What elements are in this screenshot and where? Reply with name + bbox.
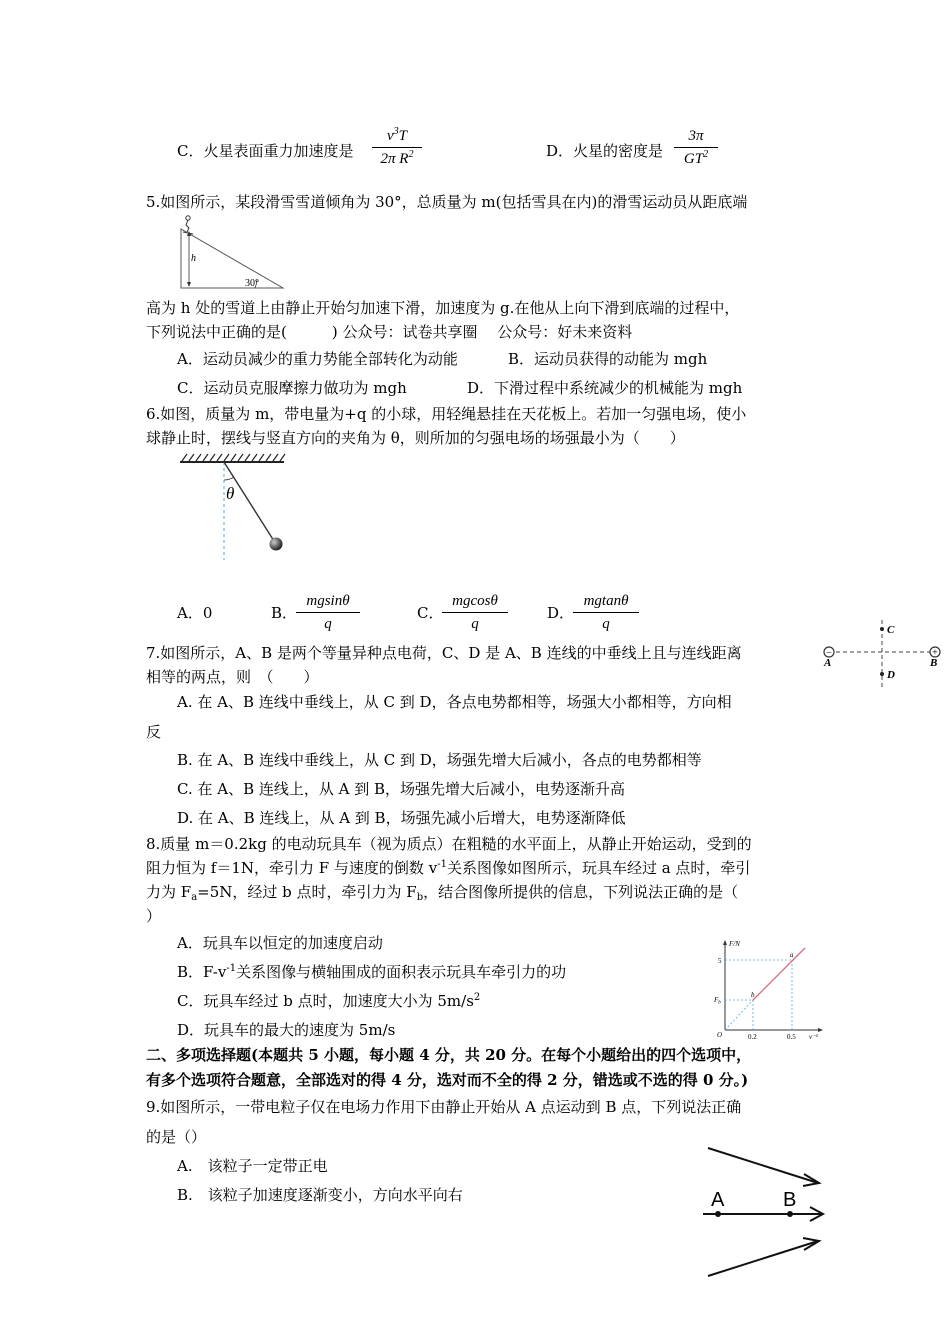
- graph-tick-5: 5: [718, 957, 722, 965]
- point-c: [880, 627, 884, 631]
- q6-option-d-fraction: mgtanθ q: [573, 591, 639, 634]
- q8-option-d: D．玩具车的最大的速度为 5m/s: [177, 1021, 396, 1039]
- q9-field-lines-figure: [700, 1140, 830, 1285]
- slope-triangle: [181, 229, 283, 288]
- q6-option-b-fraction: mgsinθ q: [296, 591, 360, 634]
- q5-fig-angle-label: 30°: [245, 278, 259, 289]
- field-line-bottom: [708, 1241, 818, 1276]
- q5-stem-line2: 高为 h 处的雪道上由静止开始匀加速下滑，加速度为 g.在他从上向下滑到底端的过程中，: [146, 299, 740, 317]
- q6-option-b-label: B．: [271, 604, 298, 622]
- q7-stem-line2: 相等的两点，则 （ ）: [146, 668, 319, 686]
- q7-charges-figure: [820, 617, 945, 693]
- q8-stem-line2: 阻力恒为 f＝1N，牵引力 F 与速度的倒数 $v^{-1}$关系图像如图所示，玩具车经过 a 点时，牵引: [146, 859, 751, 877]
- field-line-top: [708, 1148, 818, 1183]
- ceiling-hatch: [182, 454, 285, 461]
- pendulum-ball: [270, 538, 283, 551]
- graph-tick-05: 0.5: [787, 1033, 796, 1041]
- q7-option-b: B. 在 A、B 连线中垂线上，从 C 到 D，场强先增大后减小，各点的电势都相等: [177, 751, 702, 769]
- section2-heading-line2: 有多个选项符合题意，全部选对的得 4 分，选对而不全的得 2 分，错选或不选的得 0 分。): [146, 1071, 749, 1089]
- q8-stem-line3: 力为 $F_a=5N$，经过 b 点时，牵引力为 $F_b$，结合图像所提供的信息，下列说法正确的是（: [146, 883, 739, 903]
- graph-tick-02: 0.2: [748, 1033, 757, 1041]
- graph-origin-label: O: [717, 1031, 723, 1039]
- q6-option-c-label: C．: [417, 604, 444, 622]
- q7-option-c: C. 在 A、B 连线上，从 A 到 B，场强先增大后减小，电势逐渐升高: [177, 780, 626, 798]
- q9-fig-b-label: B: [783, 1189, 797, 1211]
- graph-x-axis-label: v⁻¹: [809, 1033, 818, 1041]
- point-a: [715, 1211, 721, 1217]
- q6-fig-theta-label: θ: [226, 484, 235, 503]
- q8-stem-line1: 8.质量 m＝0.2kg 的电动玩具车（视为质点）在粗糙的水平面上，从静止开始运动，受到的: [146, 835, 752, 853]
- q7-option-a-line1: A. 在 A、B 连线中垂线上，从 C 到 D，各点电势都相等，场强大小都相等，方向相: [177, 693, 732, 711]
- q8-option-a: A．玩具车以恒定的加速度启动: [177, 934, 383, 952]
- q7-stem-line1: 7.如图所示，A、B 是两个等量异种点电荷，C、D 是 A、B 连线的中垂线上且与连线距离: [146, 644, 742, 662]
- q7-fig-a-label: A: [824, 657, 832, 669]
- q9-stem-line1: 9.如图所示，一带电粒子仅在电场力作用下由静止开始从 A 点运动到 B 点，下列说法正确: [146, 1098, 742, 1116]
- q7-fig-b-label: B: [930, 657, 938, 669]
- q5-option-d: D．下滑过程中系统减少的机械能为 mgh: [467, 379, 743, 397]
- charge-b-sign: +: [932, 647, 938, 659]
- graph-point-a-label: a: [790, 951, 794, 959]
- q6-option-c-fraction: mgcosθ q: [442, 591, 508, 634]
- q9-option-b: B. 该粒子加速度逐渐变小，方向水平向右: [177, 1186, 463, 1204]
- q7-option-d: D. 在 A、B 连线上，从 A 到 B，场强先减小后增大，电势逐渐降低: [177, 809, 626, 827]
- guide-origin-diagonal: [725, 1000, 753, 1030]
- q6-stem-line2: 球静止时，摆线与竖直方向的夹角为 θ，则所加的匀强电场的场强最小为（ ）: [146, 429, 685, 447]
- q9-option-a: A. 该粒子一定带正电: [177, 1157, 328, 1175]
- q5-stem-line1: 5.如图所示，某段滑雪雪道倾角为 30°，总质量为 m(包括雪具在内)的滑雪运动员从距底端: [146, 193, 748, 211]
- q9-stem-line2: 的是（）: [146, 1128, 207, 1146]
- q4-option-c-label: C．火星表面重力加速度是: [177, 142, 354, 160]
- q5-fig-h-label: h: [191, 253, 196, 264]
- q4-option-c-fraction: $v^3T$ 2π $R^2$: [372, 126, 422, 169]
- q5-stem-line3: 下列说法中正确的是( ) 公众号：试卷共享圈 公众号：好未来资料: [146, 323, 633, 341]
- q5-option-c: C．运动员克服摩擦力做功为 mgh: [177, 379, 407, 397]
- q6-option-a: A．0: [177, 604, 213, 622]
- q6-stem-line1: 6.如图，质量为 m，带电量为+q 的小球，用轻绳悬挂在天花板上。若加一匀强电场，使小: [146, 405, 747, 423]
- q4-option-d-fraction: 3π $GT^2$: [674, 126, 718, 169]
- q8-force-graph: [710, 938, 825, 1043]
- section2-heading-line1: 二、多项选择题(本题共 5 小题，每小题 4 分，共 20 分。在每个小题给出的四个选项中，: [146, 1046, 752, 1064]
- q6-pendulum-figure: [178, 450, 288, 562]
- point-b: [787, 1211, 793, 1217]
- q8-option-c: C．玩具车经过 b 点时，加速度大小为 $5m/s^2$: [177, 992, 481, 1010]
- point-d: [880, 672, 884, 676]
- graph-y-axis-label: F/N: [729, 940, 740, 948]
- q5-slope-figure: [175, 213, 290, 293]
- graph-line: [753, 948, 805, 1000]
- q7-fig-d-label: D: [887, 669, 895, 681]
- q8-stem-line4: ）: [146, 907, 162, 925]
- q9-fig-a-label: A: [711, 1189, 725, 1211]
- q7-option-a-line2: 反: [146, 723, 162, 741]
- graph-tick-fb: $F_b$: [714, 996, 721, 1006]
- q8-option-b: B．$F-v^{-1}$关系图像与横轴围成的面积表示玩具车牵引力的功: [177, 963, 567, 981]
- q5-option-a: A．运动员减少的重力势能全部转化为动能: [177, 350, 458, 368]
- q5-option-b: B．运动员获得的动能为 mgh: [508, 350, 708, 368]
- graph-point-b-label: b: [751, 991, 755, 999]
- q6-option-d-label: D．: [547, 604, 575, 622]
- charge-a-sign: −: [826, 647, 832, 659]
- q4-option-d-label: D．火星的密度是: [546, 142, 664, 160]
- q7-fig-c-label: C: [887, 624, 895, 636]
